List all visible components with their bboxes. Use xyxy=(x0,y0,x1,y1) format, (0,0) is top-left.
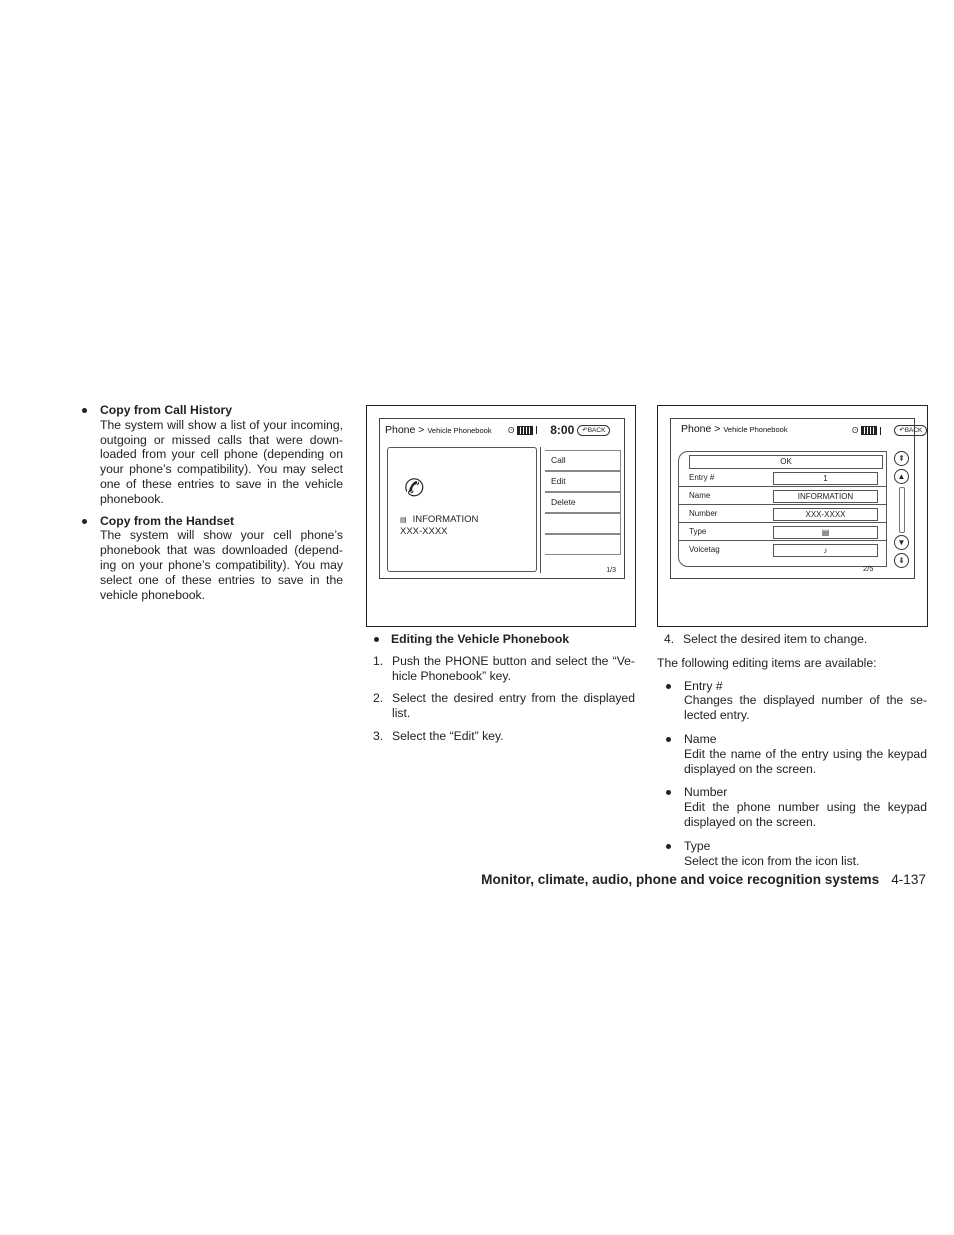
subtitle-label: Vehicle Phonebook xyxy=(427,426,492,435)
item-body: Edit the name of the entry using the keypad displayed on the screen. xyxy=(684,746,927,776)
bullet-icon xyxy=(82,519,87,524)
edit-row-entry[interactable] xyxy=(679,470,886,487)
edit-row-voicetag[interactable] xyxy=(679,542,886,558)
menu-item-edit[interactable]: Edit xyxy=(545,471,621,492)
entry-number: XXX-XXXX xyxy=(400,526,448,537)
list-item xyxy=(657,679,927,723)
step-item xyxy=(373,691,635,721)
row-label: Entry # xyxy=(689,473,715,482)
display-screen xyxy=(379,418,625,579)
battery-icon xyxy=(861,426,877,435)
middle-column xyxy=(373,632,635,752)
step-item xyxy=(373,654,635,684)
row-value: XXX-XXXX xyxy=(773,508,878,521)
list-item xyxy=(657,732,927,776)
menu-item-empty[interactable] xyxy=(545,513,621,534)
signal-icon xyxy=(880,427,891,435)
row-label: Voicetag xyxy=(689,545,720,554)
heading-text: Editing the Vehicle Phonebook xyxy=(391,632,570,646)
back-label: BACK xyxy=(904,427,923,434)
step-number: 3. xyxy=(373,728,384,743)
section-heading xyxy=(373,632,635,647)
edit-row-name[interactable] xyxy=(679,488,886,505)
bluetooth-icon: ʘ xyxy=(852,426,859,435)
list-item xyxy=(657,839,927,869)
status-bar xyxy=(508,423,610,437)
list-item xyxy=(657,785,927,829)
step-number: 4. xyxy=(664,632,675,646)
scroll-down-icon[interactable]: ▼ xyxy=(894,535,909,550)
item-title: Name xyxy=(684,731,717,746)
bullet-icon xyxy=(666,684,671,689)
step-item xyxy=(657,632,927,647)
back-button[interactable]: ↶BACK xyxy=(577,425,610,436)
row-label: Type xyxy=(689,527,707,536)
figure-phonebook-edit xyxy=(657,405,928,627)
item-body: Select the icon from the icon list. xyxy=(684,853,860,868)
scrollbar[interactable] xyxy=(899,487,905,533)
display-screen xyxy=(670,418,923,579)
page-footer xyxy=(481,872,926,887)
item-heading: Copy from Call History xyxy=(100,403,233,417)
scroll-top-icon[interactable]: ⇞ xyxy=(894,451,909,466)
signal-icon xyxy=(536,426,547,434)
phone-handset-icon: ✆ xyxy=(401,473,427,504)
screen-title xyxy=(681,423,788,435)
step-text: Select the desired item to change. xyxy=(683,632,868,646)
page-indicator: 2/5 xyxy=(863,564,874,573)
step-text: Push the PHONE button and select the “Ve- hicle Phonebook” key. xyxy=(392,653,635,683)
step-text: Select the “Edit” key. xyxy=(392,728,504,743)
step-text: Select the desired entry from the displayed list. xyxy=(392,691,635,721)
bullet-icon xyxy=(374,637,379,642)
bullet-icon xyxy=(82,408,87,413)
item-body: Changes the displayed number of the se- lected entry. xyxy=(684,693,927,723)
item-body: The system will show your cell phone’s phonebook that was downloaded (depend- ing on your phone’s compatibility). You may select one of these entries to save in the vehicle phonebook. xyxy=(100,528,343,602)
entry-name-text: INFORMATION xyxy=(412,514,479,525)
row-label: Name xyxy=(689,491,711,500)
step-number: 1. xyxy=(373,653,384,668)
row-value: INFORMATION xyxy=(773,490,878,503)
back-label: BACK xyxy=(587,426,606,434)
step-number: 2. xyxy=(373,691,384,706)
subtitle-label: Vehicle Phonebook xyxy=(723,425,788,434)
bullet-icon xyxy=(666,790,671,795)
intro-text: The following editing items are available: xyxy=(657,655,877,670)
edit-row-number[interactable] xyxy=(679,506,886,523)
item-heading: Copy from the Handset xyxy=(100,513,235,528)
item-title: Number xyxy=(684,785,728,800)
item-body: The system will show a list of your incoming, outgoing or missed calls that were down- loaded from your cell phone (depending on your phone’s compatibility). You may select one of these entries to save in the vehicle phonebook. xyxy=(100,417,343,506)
menu-item-empty[interactable] xyxy=(545,534,621,555)
entry-name xyxy=(400,514,478,525)
bluetooth-icon: ʘ xyxy=(508,425,515,435)
menu-item-delete[interactable]: Delete xyxy=(545,492,621,513)
scroll-bottom-icon[interactable]: ⇟ xyxy=(894,553,909,568)
options-menu xyxy=(540,447,621,573)
screen-title xyxy=(385,424,492,436)
figure-phonebook-entry xyxy=(366,405,636,627)
voicetag-icon: ♪ xyxy=(773,544,878,557)
scroll-up-icon[interactable]: ▲ xyxy=(894,469,909,484)
footer-section-title: Monitor, climate, audio, phone and voice recognition systems xyxy=(481,872,880,887)
ok-button[interactable]: OK xyxy=(689,455,883,469)
entry-type-icon: ▤ xyxy=(400,517,407,524)
item-body: Edit the phone number using the keypad displayed on the screen. xyxy=(684,800,927,829)
right-column xyxy=(657,632,927,874)
menu-item-call[interactable]: Call xyxy=(545,450,621,471)
entry-panel xyxy=(387,447,537,572)
edit-row-type[interactable] xyxy=(679,524,886,541)
back-button[interactable]: ↶BACK xyxy=(894,425,927,436)
battery-icon xyxy=(517,426,533,435)
row-label: Number xyxy=(689,509,718,518)
left-column xyxy=(80,403,343,609)
bullet-icon xyxy=(666,737,671,742)
clock: 8:00 xyxy=(550,423,575,437)
step-item xyxy=(373,729,635,744)
page-indicator: 1/3 xyxy=(606,567,616,574)
page-number: 4-137 xyxy=(891,872,926,887)
title-label: Phone > xyxy=(385,424,425,436)
type-icon: ▤ xyxy=(773,526,878,539)
title-label: Phone > xyxy=(681,423,721,435)
status-bar xyxy=(852,425,927,436)
list-item xyxy=(80,514,343,603)
row-value: 1 xyxy=(773,472,878,485)
item-title: Type xyxy=(684,838,711,853)
bullet-icon xyxy=(666,844,671,849)
edit-panel xyxy=(678,451,887,567)
item-title: Entry # xyxy=(684,678,723,693)
list-item xyxy=(80,403,343,507)
